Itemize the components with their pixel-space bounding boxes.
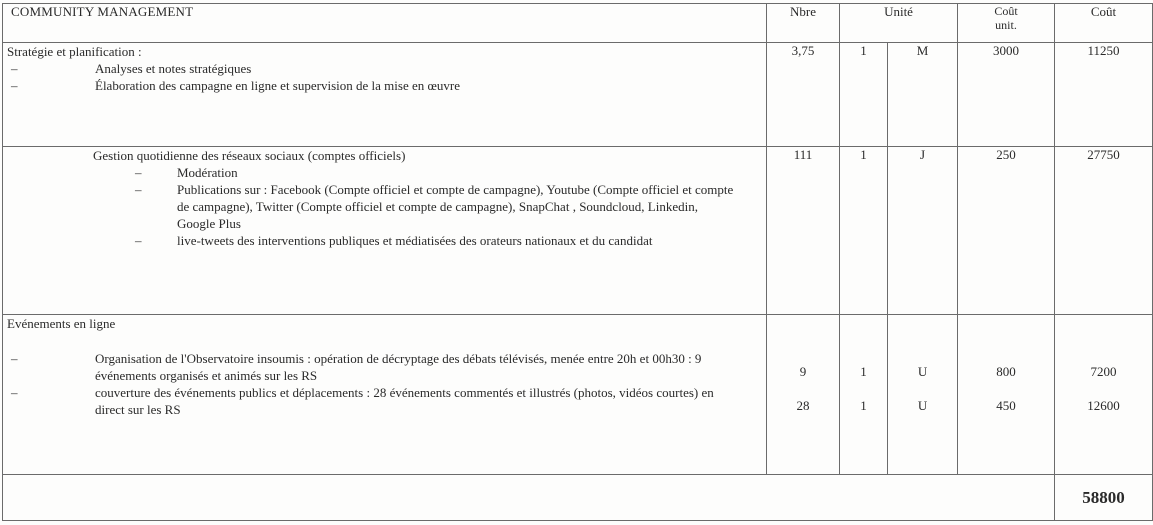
evenements-qty-1: 1 [860, 364, 867, 379]
list-item [3, 181, 766, 232]
gestion-title: Gestion quotidienne des réseaux sociaux (comptes officiels) [93, 148, 406, 163]
list-item [7, 384, 766, 418]
list-item [7, 77, 766, 94]
gestion-item-2: Publications sur : Facebook (Compte officiel et compte de campagne), Youtube (Compte officiel et compte de campagne), Twitter (Compte officiel et compte de campagne), SnapChat , Soundcloud, Linkedin, Google Plus [177, 182, 734, 231]
table-row-evenements [3, 315, 1153, 475]
table-row-gestion [3, 147, 1153, 315]
dash: – [11, 351, 18, 366]
evenements-item-2: couverture des événements publics et déplacements : 28 événements commentés et illustrés (photos, vidéos courtes) en direct sur les RS [95, 385, 714, 417]
grand-total: 58800 [1055, 475, 1153, 521]
strategie-cost: 11250 [1055, 43, 1153, 147]
cout-unit-line2: unit. [995, 18, 1017, 32]
col-cout-header: Coût [1055, 4, 1153, 43]
evenements-nbre [767, 315, 840, 475]
strategie-nbre: 3,75 [767, 43, 840, 147]
strategie-item-2: Élaboration des campagne en ligne et supervision de la mise en œuvre [95, 78, 460, 93]
dash: – [135, 182, 142, 197]
list-item [3, 232, 766, 249]
dash: – [11, 78, 18, 93]
evenements-item-1: Organisation de l'Observatoire insoumis : opération de décryptage des débats télévisés, menée entre 20h et 00h30 : 9 événements organisés et animés sur les RS [95, 351, 702, 383]
evenements-cost-2: 12600 [1087, 398, 1120, 413]
gestion-desc [3, 147, 767, 315]
evenements-nbre-1: 9 [799, 364, 807, 379]
header-row [3, 4, 1153, 43]
dash: – [135, 233, 142, 248]
dash: – [135, 165, 142, 180]
gestion-unit-cost: 250 [958, 147, 1055, 315]
gestion-qty: 1 [840, 147, 888, 315]
evenements-unit-2: U [917, 398, 928, 413]
evenements-title: Evénements en ligne [7, 316, 116, 331]
cost-table [2, 3, 1153, 521]
evenements-cost-1: 7200 [1090, 364, 1117, 379]
gestion-unit: J [888, 147, 958, 315]
evenements-unit-cost-2: 450 [996, 398, 1016, 413]
evenements-unit-cost-1: 800 [996, 364, 1016, 379]
strategie-qty: 1 [840, 43, 888, 147]
evenements-unit [888, 315, 958, 475]
strategie-unit: M [888, 43, 958, 147]
dash: – [11, 385, 18, 400]
strategie-desc [3, 43, 767, 147]
col-nbre-header: Nbre [767, 4, 840, 43]
evenements-cost [1055, 315, 1153, 475]
col-unite-header: Unité [840, 4, 958, 43]
gestion-nbre: 111 [767, 147, 840, 315]
evenements-qty-2: 1 [860, 398, 867, 413]
strategie-item-1: Analyses et notes stratégiques [95, 61, 252, 76]
evenements-unit-1: U [917, 364, 928, 379]
strategie-unit-cost: 3000 [958, 43, 1055, 147]
total-spacer [3, 475, 1055, 521]
evenements-nbre-2: 28 [796, 398, 810, 413]
evenements-qty [840, 315, 888, 475]
evenements-unit-cost [958, 315, 1055, 475]
col-cout-unit-header [958, 4, 1055, 43]
table-row-strategie [3, 43, 1153, 147]
gestion-cost: 27750 [1055, 147, 1153, 315]
list-item [3, 164, 766, 181]
gestion-item-1: Modération [177, 165, 238, 180]
dash: – [11, 61, 18, 76]
evenements-desc [3, 315, 767, 475]
list-item [7, 350, 766, 384]
table-title: COMMUNITY MANAGEMENT [3, 4, 767, 43]
table-row-total [3, 475, 1153, 521]
cout-unit-line1: Coût [994, 4, 1018, 18]
list-item [7, 60, 766, 77]
strategie-title: Stratégie et planification : [7, 44, 142, 59]
gestion-item-3: live-tweets des interventions publiques et médiatisées des orateurs nationaux et du candidat [177, 233, 653, 248]
